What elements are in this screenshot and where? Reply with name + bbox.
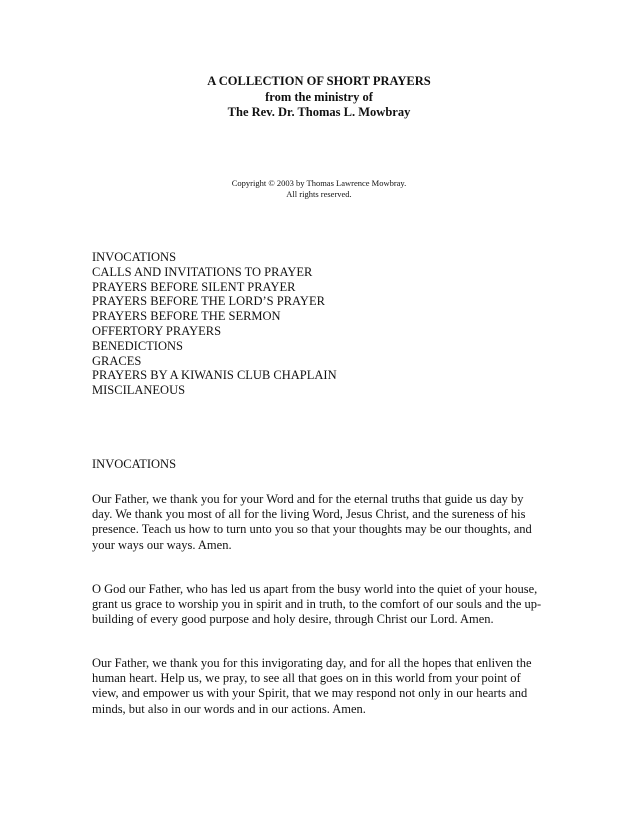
prayer-line: day. We thank you most of all for the living Word, Jesus Christ, and the sureness of his: [92, 507, 526, 522]
prayer-line: your ways our ways. Amen.: [92, 537, 232, 552]
section-heading: INVOCATIONS: [92, 457, 177, 471]
prayer-line: building of every good purpose and holy desire, through Christ our Lord. Amen.: [92, 612, 494, 627]
prayer-line: O God our Father, who has led us apart from the busy world into the quiet of your house,: [92, 582, 538, 596]
toc-item: CALLS AND INVITATIONS TO PRAYER: [92, 264, 313, 279]
copyright-notice: [0, 178, 638, 200]
rights-line: All rights reserved.: [286, 189, 352, 199]
prayer-line: minds, but also in our words and in our actions. Amen.: [92, 701, 366, 716]
copyright-line: Copyright © 2003 by Thomas Lawrence Mowbray.: [231, 178, 407, 188]
prayer-paragraph: [92, 492, 554, 553]
toc-item: PRAYERS BEFORE SILENT PRAYER: [92, 279, 296, 294]
prayer-line: Our Father, we thank you for your Word and for the eternal truths that guide us day by: [92, 492, 524, 506]
toc-item: MISCILANEOUS: [92, 383, 186, 398]
document-title: A COLLECTION OF SHORT PRAYERS: [207, 74, 431, 88]
toc-item: PRAYERS BEFORE THE LORD’S PRAYER: [92, 294, 325, 309]
toc-item: PRAYERS BY A KIWANIS CLUB CHAPLAIN: [92, 368, 337, 383]
toc-item: GRACES: [92, 353, 142, 368]
prayer-paragraph: [92, 582, 554, 628]
document-author: The Rev. Dr. Thomas L. Mowbray: [227, 105, 411, 119]
prayer-paragraph: [92, 656, 554, 717]
toc-item: BENEDICTIONS: [92, 338, 183, 353]
document-subtitle: from the ministry of: [265, 89, 373, 104]
prayer-line: Our Father, we thank you for this invigorating day, and for all the hopes that enliven the: [92, 656, 532, 670]
prayer-line: view, and empower us with your Spirit, that we may respond not only in our hearts and: [92, 686, 528, 701]
toc-item: INVOCATIONS: [92, 250, 177, 264]
prayer-line: presence. Teach us how to turn unto you so that your thoughts may be our thoughts, and: [92, 522, 532, 537]
toc-item: OFFERTORY PRAYERS: [92, 323, 222, 338]
title-block: [0, 74, 638, 121]
prayer-line: grant us grace to worship you in spirit and in truth, to the comfort of our souls and the up-: [92, 597, 542, 612]
table-of-contents: [92, 250, 337, 398]
prayer-line: human heart. Help us, we pray, to see all that goes on in this world from your point of: [92, 671, 521, 686]
toc-item: PRAYERS BEFORE THE SERMON: [92, 309, 281, 324]
